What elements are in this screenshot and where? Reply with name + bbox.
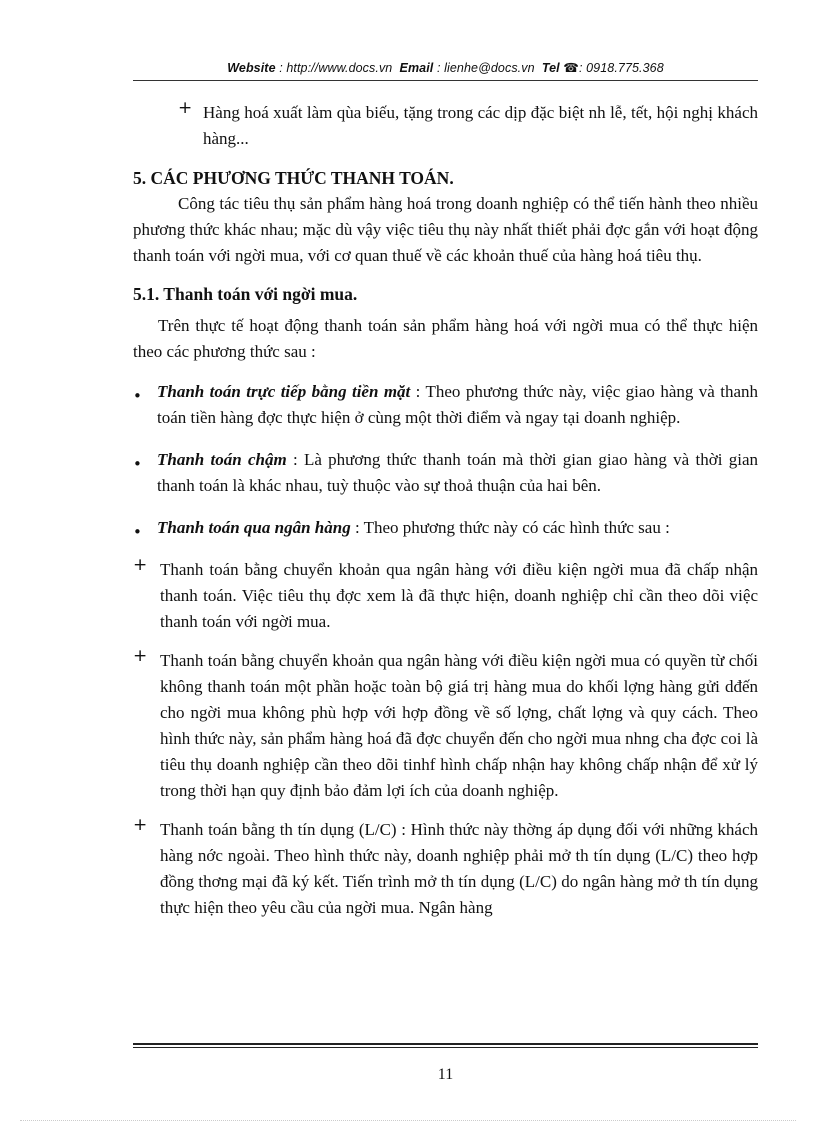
section-5-paragraph: Công tác tiêu thụ sản phẩm hàng hoá trong doanh nghiệp có thể tiến hành theo nhiều phương thức khác nhau; mặc dù vậy việc tiêu thụ này nhất thiết phải đợc gắn với hoạt động thanh toán với ngời mua, với cơ quan thuế về các khoản thuế của hàng hoá tiêu thụ. (133, 194, 758, 265)
section-5-1-lead: Trên thực tế hoạt động thanh toán sản phẩm hàng hoá với ngời mua có thể thực hiện theo các phương thức sau : (133, 316, 758, 361)
plus-item-text: Thanh toán bằng th tín dụng (L/C) : Hình thức này thờng áp dụng đối với những khách hàng nớc ngoài. Theo hình thức này, doanh nghiệp phải mở th tín dụng (L/C) theo hợp đồng thơng mại đã ký kết. Tiến trình mở th tín dụng (L/C) do ngân hàng mở th tín dụng thực hiện theo yêu cầu của ngời mua. Ngân hàng (160, 820, 758, 917)
plus-marker: + (133, 646, 148, 666)
plus-item-refusable-transfer (133, 648, 758, 804)
plus-marker: + (178, 98, 193, 118)
bullet-term: Thanh toán chậm (157, 450, 287, 469)
page-number: 11 (437, 1066, 454, 1083)
bullet-marker: • (133, 387, 142, 405)
tel-label: Tel (541, 61, 560, 75)
intro-item-text: Hàng hoá xuất làm qùa biếu, tặng trong các dịp đặc biệt nh lễ, tết, hội nghị khách hàng... (203, 103, 758, 148)
footer-divider-thick (133, 1043, 758, 1045)
bullet-term: Thanh toán trực tiếp bằng tiền mặt (157, 382, 411, 401)
section-5-heading: 5. CÁC PHƯƠNG THỨC THANH TOÁN. (133, 168, 454, 188)
document-body (133, 100, 758, 934)
page-header (133, 60, 758, 75)
page-edge (20, 1120, 796, 1121)
bullet-marker: • (133, 455, 142, 473)
bullet-cash-payment (133, 379, 758, 431)
footer-divider-thin (133, 1047, 758, 1048)
plus-marker: + (133, 815, 148, 835)
header-divider (133, 80, 758, 81)
intro-list-item (178, 100, 758, 152)
bullet-text: : Là phương thức thanh toán mà thời gian giao hàng và thời gian thanh toán là khác nhau, tuỳ thuộc vào sự thoả thuận của hai bên. (157, 450, 758, 495)
plus-item-text: Thanh toán bằng chuyển khoản qua ngân hàng với điều kiện ngời mua đã chấp nhận thanh toán. Việc tiêu thụ đợc xem là đã thực hiện, doanh nghiệp chỉ cần theo dõi việc thanh toán với ngời mua. (160, 560, 758, 631)
bullet-marker: • (133, 523, 142, 541)
bullet-bank-payment (133, 515, 758, 541)
plus-marker: + (133, 555, 148, 575)
website-label: Website (227, 61, 276, 75)
bullet-term: Thanh toán qua ngân hàng (157, 518, 351, 537)
plus-item-text: Thanh toán bằng chuyển khoản qua ngân hàng với điều kiện ngời mua có quyền từ chối không thanh toán một phần hoặc toàn bộ giá trị hàng mua do khối lợng hàng gửi dđến cho ngời mua không phù hợp với hợp đồng về số lợng, chất lợng và quy cách. Theo hình thức này, sản phẩm hàng hoá đã đợc chuyển đến cho ngời mua nhng cha đợc coi là tiêu thụ doanh nghiệp cần theo dõi tinhf hình chấp nhận hay không chấp nhận để xử lý trong thời hạn quy định bảo đảm lợi ích của doanh nghiệp. (160, 651, 758, 800)
section-5-1-heading: 5.1. Thanh toán với ngời mua. (133, 284, 358, 304)
plus-item-letter-of-credit (133, 817, 758, 921)
tel-value: : 0918.775.368 (578, 61, 664, 75)
bullet-text: : Theo phương thức này có các hình thức sau : (350, 518, 670, 537)
phone-icon: ☎ (563, 61, 579, 75)
bullet-deferred-payment (133, 447, 758, 499)
plus-item-accepted-transfer (133, 557, 758, 635)
bullet-text: : Theo phương thức này, việc giao hàng và thanh toán tiền hàng đợc thực hiện ở cùng một thời điểm và ngay tại doanh nghiệp. (157, 382, 758, 427)
email-value: : lienhe@docs.vn (436, 61, 535, 75)
website-value: : http://www.docs.vn (279, 61, 393, 75)
email-label: Email (399, 61, 434, 75)
